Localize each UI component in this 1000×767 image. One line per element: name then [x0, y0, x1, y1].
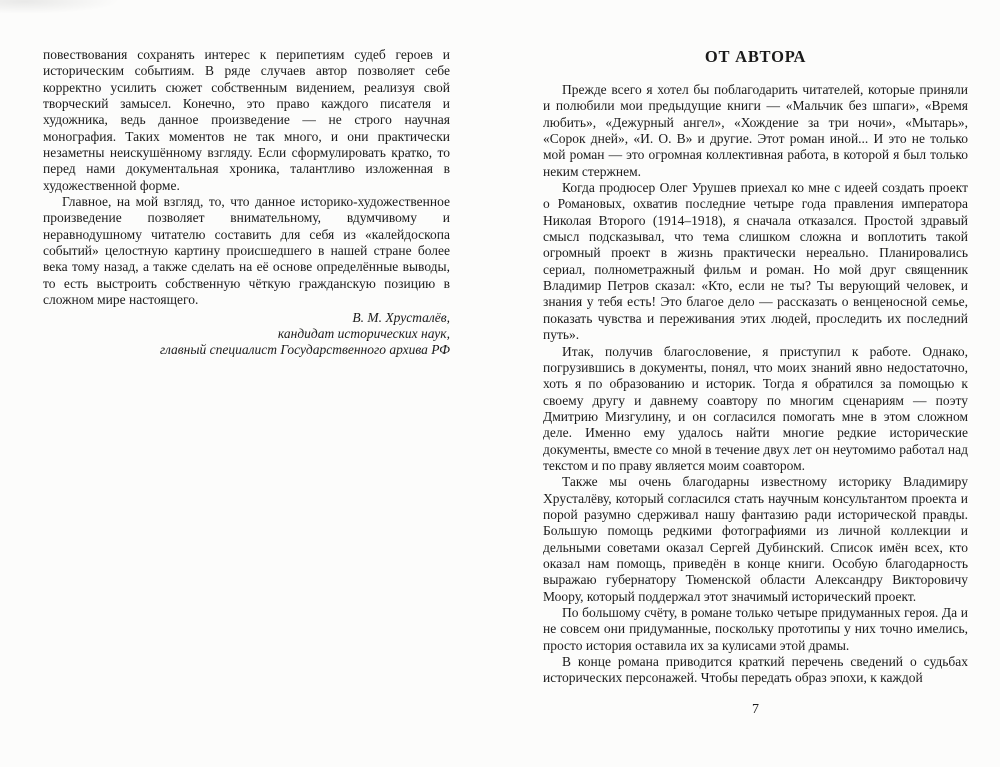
left-page-paragraph-1: повествования сохранять интерес к перипетиям судеб героев и историческим событиям. В ряде случаев автор позволяет себе корректно усилить сюжет собственным видением, реализуя свой творческий замысел. Конечно, это право каждого писателя и художника, ведь данное произведение — не строго научная монография. Таких моментов не так много, и они практически незаметны неискушённому взгляду. Если сформулировать кратко, то перед нами документальная хроника, талантливо изложенная в художественной форме. — [43, 47, 450, 193]
signature-author-title: главный специалист Государственного архива РФ — [159, 342, 450, 358]
signature-author-name: В. М. Хрусталёв, — [352, 309, 450, 325]
right-page-paragraph-6: В конце романа приводится краткий перечень сведений о судьбах исторических персонажей. Чтобы передать образ эпохи, к каждой — [543, 654, 968, 686]
page-number: 7 — [752, 701, 759, 717]
left-page — [43, 40, 450, 359]
chapter-heading: ОТ АВТОРА — [704, 47, 807, 66]
signature-author-degree: кандидат исторических наук, — [277, 325, 450, 341]
left-page-paragraph-2: Главное, на мой взгляд, то, что данное историко-художественное произведение позволяет внимательному, вдумчивому и неравнодушному читателю составить для себя из «калейдоскопа событий» целостную картину происшедшего в нашей стране более века тому назад, а также сделать на её основе определённые выводы, то есть выстроить собственную чёткую гражданскую позицию в сложном мире настоящего. — [43, 194, 450, 308]
right-page-paragraph-4: Также мы очень благодарны известному историку Владимиру Хрусталёву, который согласился стать научным консультантом проекта и порой разумно сдерживал нашу фантазию ради исторической правды. Большую помощь редкими фотографиями из личной коллекции и дельными советами оказал Сергей Дубинский. Список имён всех, кто оказал нам помощь, приведён в конце книги. Особую благодарность выражаю губернатору Тюменской области Александру Викторовичу Моору, который поддержал этот значимый исторический проект. — [543, 474, 968, 604]
right-page-paragraph-1: Прежде всего я хотел бы поблагодарить читателей, которые приняли и полюбили мои предыдущие книги — «Мальчик без шпаги», «Время любить», «Дежурный ангел», «Хождение за три ночи», «Мытарь», «Сорок дней», «И. О. В» и другие. Этот роман иной... И это не только мой роман — это огромная коллективная работа, в которой я был только неким стержнем. — [543, 82, 968, 179]
right-page — [543, 40, 968, 718]
right-page-paragraph-5: По большому счёту, в романе только четыре придуманных героя. Да и не совсем они придуманные, поскольку прототипы у них точно имелись, просто история оставила их за кулисами этой драмы. — [543, 605, 968, 653]
right-page-paragraph-2: Когда продюсер Олег Урушев приехал ко мне с идеей создать проект о Романовых, охватив последние четыре года правления императора Николая Второго (1914–1918), я сначала отказался. Простой здравый смысл подсказывал, что тема слишком сложна и воплотить такой огромный проект в жизнь практически нереально. Планировались сериал, полнометражный фильм и роман. Но мой друг священник Владимир Петров сказал: «Кто, если не ты? Ты верующий человек, и знания у тебя есть! Это благое дело — рассказать о венценосной семье, показать чувства и переживания этих людей, проследить их последний путь». — [543, 180, 968, 343]
right-page-paragraph-3: Итак, получив благословение, я приступил к работе. Однако, погрузившись в документы, понял, что моих знаний явно недостаточно, хоть я по образованию и историк. Тогда я обратился за помощью к своему другу и давнему соавтору по многим сценариям — поэту Дмитрию Мизгулину, и он согласился помогать мне в этом сложном деле. Именно ему удалось найти многие редкие исторические документы, вместе со мной в течение двух лет он неутомимо работал над текстом и по праву является моим соавтором. — [543, 343, 968, 473]
